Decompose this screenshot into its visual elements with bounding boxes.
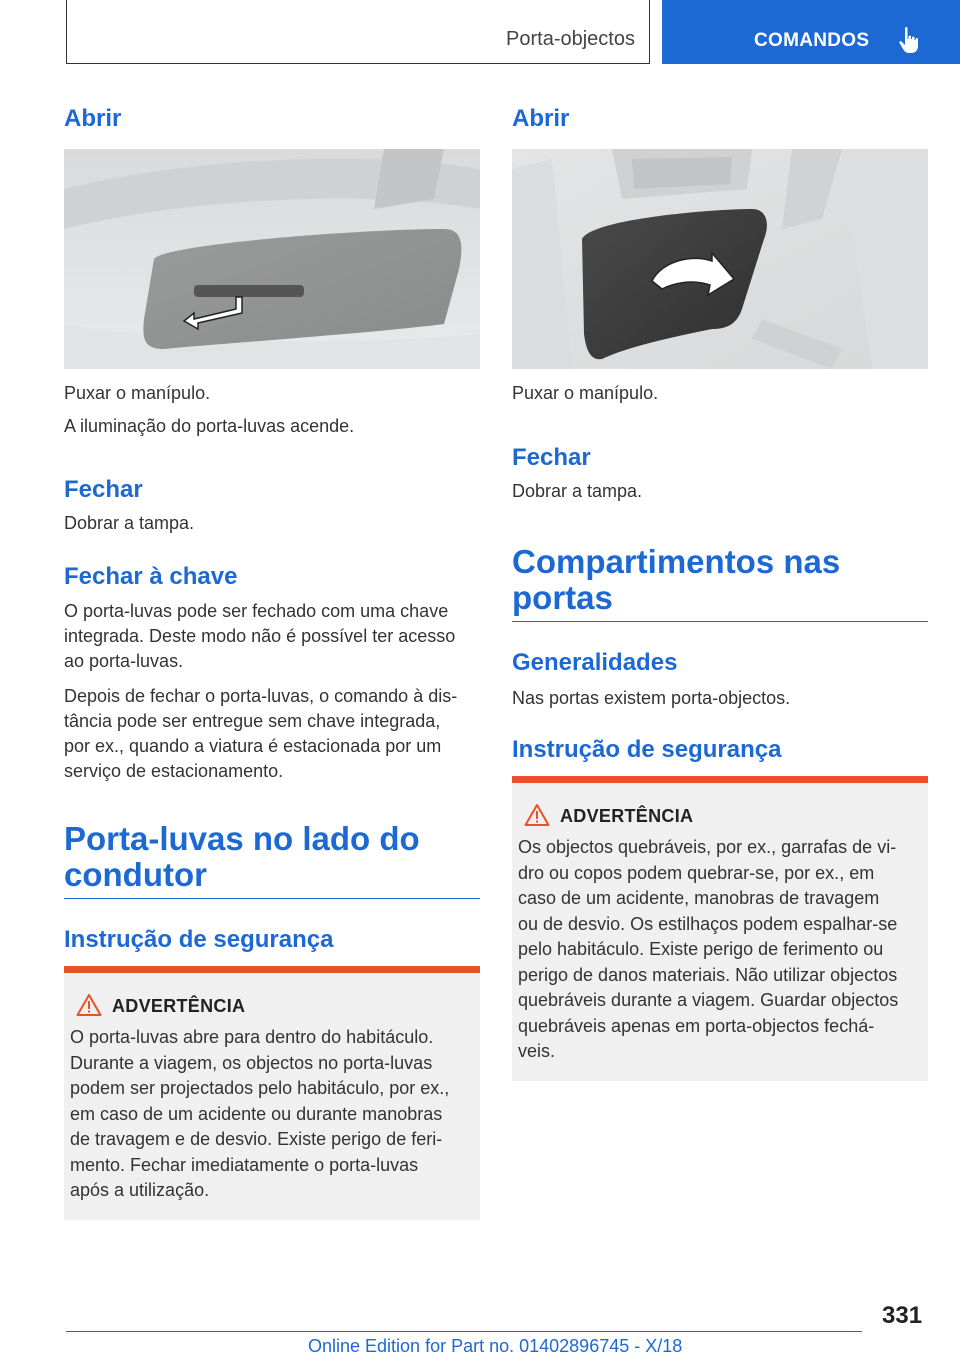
glovebox-illustration-left <box>64 149 480 369</box>
text-line: dro ou copos podem quebrar-se, por ex., em <box>518 862 875 883</box>
text-line: por ex., quando a viatura é estacionada por um <box>64 736 442 756</box>
chave-paragraph-1 <box>64 599 455 674</box>
text-line: caso de um acidente, manobras de travagem <box>518 888 880 908</box>
warning-title-right: ADVERTÊNCIA <box>560 806 694 826</box>
heading-seguranca-left: Instrução de segurança <box>64 926 334 953</box>
header-section-title: Porta-objectos <box>506 28 635 50</box>
abrir-step-right: Puxar o manípulo. <box>512 383 659 403</box>
section-title-line: portas <box>512 579 613 616</box>
text-line: Os objectos quebráveis, por ex., garrafas de vi- <box>518 837 897 857</box>
heading-fechar-chave: Fechar à chave <box>64 563 238 590</box>
glovebox-illustration-right <box>512 149 928 369</box>
section-rule-right <box>512 621 928 622</box>
footer-rule <box>66 1331 862 1332</box>
warning-box-right <box>512 776 928 1081</box>
text-line: quebráveis durante a viagem. Guardar objectos <box>518 990 899 1010</box>
warning-triangle-icon <box>76 993 102 1017</box>
warning-text-right <box>518 835 898 1065</box>
section-title-line: Porta-luvas no lado do <box>64 820 420 857</box>
section-rule-left <box>64 898 480 899</box>
heading-seguranca-right: Instrução de segurança <box>512 736 782 763</box>
fechar-text-left: Dobrar a tampa. <box>64 513 195 533</box>
section-title-left <box>64 821 480 893</box>
glovebox-photo-left <box>64 149 480 369</box>
header-chapter-tab[interactable] <box>662 0 960 64</box>
abrir-step-left: Puxar o manípulo. <box>64 383 211 403</box>
text-line: podem ser projectados pelo habitáculo, por ex., <box>70 1078 450 1098</box>
heading-abrir-right: Abrir <box>512 105 570 132</box>
hand-pointer-icon <box>898 26 922 54</box>
generalidades-text: Nas portas existem porta-objectos. <box>512 688 791 708</box>
section-title-line: Compartimentos nas <box>512 543 841 580</box>
text-line: perigo de danos materiais. Não utilizar objectos <box>518 964 898 985</box>
header-chapter-label: COMANDOS <box>754 30 870 51</box>
fechar-text-right: Dobrar a tampa. <box>512 481 643 501</box>
text-line: quebráveis apenas em porta-objectos fechá- <box>518 1015 875 1036</box>
heading-abrir-left: Abrir <box>64 105 122 132</box>
glovebox-photo-right <box>512 149 928 369</box>
text-line: mento. Fechar imediatamente o porta-luvas <box>70 1154 419 1175</box>
heading-fechar-right: Fechar <box>512 444 591 471</box>
footer-edition-text: Online Edition for Part no. 01402896745 - X/18 <box>308 1336 683 1356</box>
section-title-line: condutor <box>64 856 207 893</box>
text-line: ao porta-luvas. <box>64 651 184 671</box>
text-line: em caso de um acidente ou durante manobras <box>70 1103 443 1124</box>
abrir-info-left: A iluminação do porta-luvas acende. <box>64 416 355 436</box>
page-number: 331 <box>882 1302 923 1329</box>
text-line: serviço de estacionamento. <box>64 761 284 781</box>
heading-fechar-left: Fechar <box>64 476 143 503</box>
text-line: O porta-luvas abre para dentro do habitáculo. <box>70 1027 434 1047</box>
text-line: tância pode ser entregue sem chave integrada, <box>64 711 441 731</box>
warning-box-left <box>64 966 480 1220</box>
heading-generalidades: Generalidades <box>512 649 678 676</box>
text-line: veis. <box>518 1041 556 1061</box>
text-line: de travagem e de desvio. Existe perigo de feri- <box>70 1129 443 1149</box>
header-section-box <box>66 0 650 64</box>
text-line: ou de desvio. Os estilhaços podem espalhar-se <box>518 913 898 934</box>
text-line: integrada. Deste modo não é possível ter acesso <box>64 626 456 646</box>
text-line: O porta-luvas pode ser fechado com uma chave <box>64 601 449 621</box>
text-line: pelo habitáculo. Existe perigo de ferimento ou <box>518 939 884 959</box>
text-line: após a utilização. <box>70 1180 210 1200</box>
text-line: Durante a viagem, os objectos no porta-luvas <box>70 1052 433 1073</box>
text-line: Depois de fechar o porta-luvas, o comando à dis- <box>64 686 458 706</box>
warning-title-left: ADVERTÊNCIA <box>112 996 246 1016</box>
warning-text-left <box>70 1025 449 1204</box>
section-title-right <box>512 544 928 616</box>
chave-paragraph-2 <box>64 684 457 784</box>
warning-triangle-icon <box>524 803 550 827</box>
